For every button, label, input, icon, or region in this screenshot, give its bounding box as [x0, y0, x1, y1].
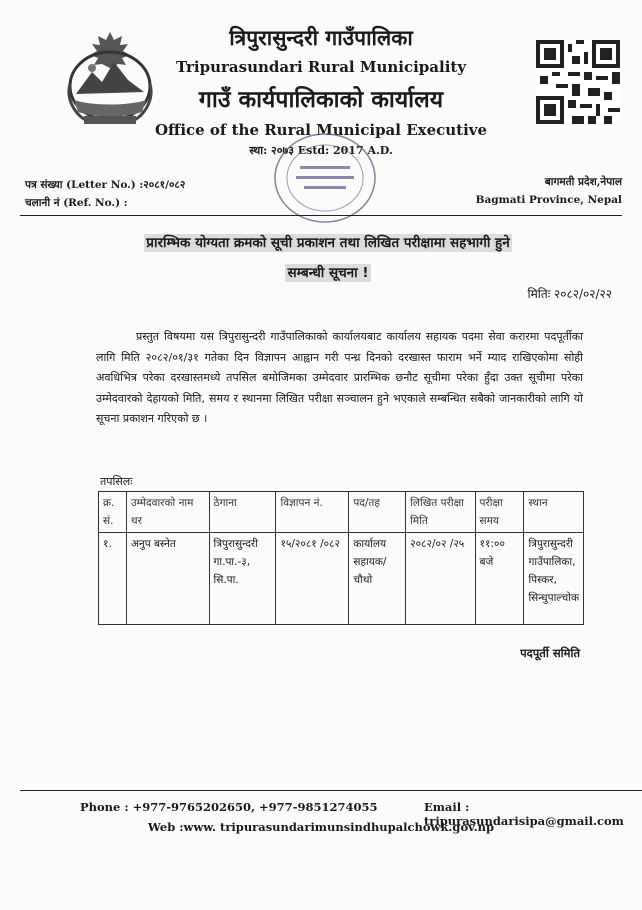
- subject-line-1: प्रारम्भिक योग्यता क्रमको सूची प्रकाशन तथा लिखित परीक्षामा सहभागी हुने: [146, 235, 510, 251]
- province-np: बागमती प्रदेश,नेपाल: [544, 176, 622, 188]
- footer-email: Email : tripurasundarisipa@gmail.com: [424, 800, 624, 828]
- office-name-en: Office of the Rural Municipal Executive: [154, 121, 488, 139]
- subject-line-2: सम्बन्धी सूचना !: [287, 265, 369, 281]
- cell-exam-time: ११:०० बजे: [475, 533, 524, 625]
- col-exam-date: लिखित परीक्षा मिति: [406, 492, 475, 533]
- cell-advertisement: १५/२०८१ /०८२: [276, 533, 349, 625]
- cell-venue: त्रिपुरासुन्दरी गाउँपालिका, पिस्कर, सिन्धुपाल्चोक: [524, 533, 584, 625]
- reference-number: चलानी नं (Ref. No.) :: [25, 197, 128, 209]
- table-header-row: [99, 492, 584, 533]
- cell-post: कार्यालय सहायक/ चौथो: [349, 533, 406, 625]
- notice-subject: [110, 228, 546, 288]
- col-sn: क्र. सं.: [99, 492, 127, 533]
- province-en: Bagmati Province, Nepal: [475, 194, 622, 206]
- header-divider: [20, 215, 622, 216]
- col-name: उम्मेदवारको नाम थर: [126, 492, 209, 533]
- notice-body: प्रस्तुत विषयमा यस त्रिपुरासुन्दरी गाउँपालिकाको कार्यालयबाट कार्यालय सहायक पदमा सेवा करारमा पदपूर्तीका लागि मिति २०८२/०१/३१ गतेका दिन विज्ञापन आह्वान गरी पन्ध्र दिनको दरखास्त फाराम भर्ने म्याद राखिएकोमा सोही अवधिभित्र परेका दरखास्तमध्ये तपसिल बमोजिमका उम्मेदवार प्रारम्भिक छनौट सूचीमा परेका हुँदा उक्त सूचीमा परेका उम्मेदवारको देहायको मिति, समय र स्थानमा लिखित परीक्षा सञ्चालन हुने भएकाले सम्बन्धित सबैको जानकारीको लागि यो सूचना प्रकाशन गरिएको छ ।: [96, 330, 583, 425]
- municipality-name-en: Tripurasundari Rural Municipality: [175, 58, 467, 76]
- footer-website: Web :www. tripurasundarimunsindhupalchowk.gov.np: [147, 820, 495, 834]
- col-advertisement: विज्ञापन नं.: [276, 492, 349, 533]
- col-address: ठेगाना: [209, 492, 276, 533]
- notice-date: मितिः २०८२/०२/२२: [527, 287, 612, 301]
- cell-exam-date: २०८२/०२ /२५: [406, 533, 475, 625]
- footer-phone: Phone : +977-9765202650, +977-9851274055: [80, 800, 378, 814]
- col-post: पद/तह: [349, 492, 406, 533]
- col-venue: स्थान: [524, 492, 584, 533]
- table-row: [99, 533, 584, 625]
- signature-committee: पदपूर्ती समिति: [520, 646, 580, 660]
- established-line: स्था: २०७३ Estd: 2017 A.D.: [249, 144, 393, 157]
- municipality-name-np: त्रिपुरासुन्दरी गाउँपालिका: [229, 26, 413, 50]
- footer-divider: [20, 790, 642, 791]
- cell-address: त्रिपुरासुन्दरी गा.पा.-३, सि.पा.: [209, 533, 276, 625]
- schedule-label: तपसिलः: [100, 475, 133, 488]
- candidate-table: [98, 491, 584, 625]
- col-exam-time: परीक्षा समय: [475, 492, 524, 533]
- cell-sn: १.: [99, 533, 127, 625]
- office-name-np: गाउँ कार्यपालिकाको कार्यालय: [198, 87, 444, 113]
- office-seal-icon: [270, 128, 380, 228]
- cell-name: अनुप बस्नेत: [126, 533, 209, 625]
- letter-number: पत्र संख्या (Letter No.) :२०८१/०८२: [25, 179, 186, 191]
